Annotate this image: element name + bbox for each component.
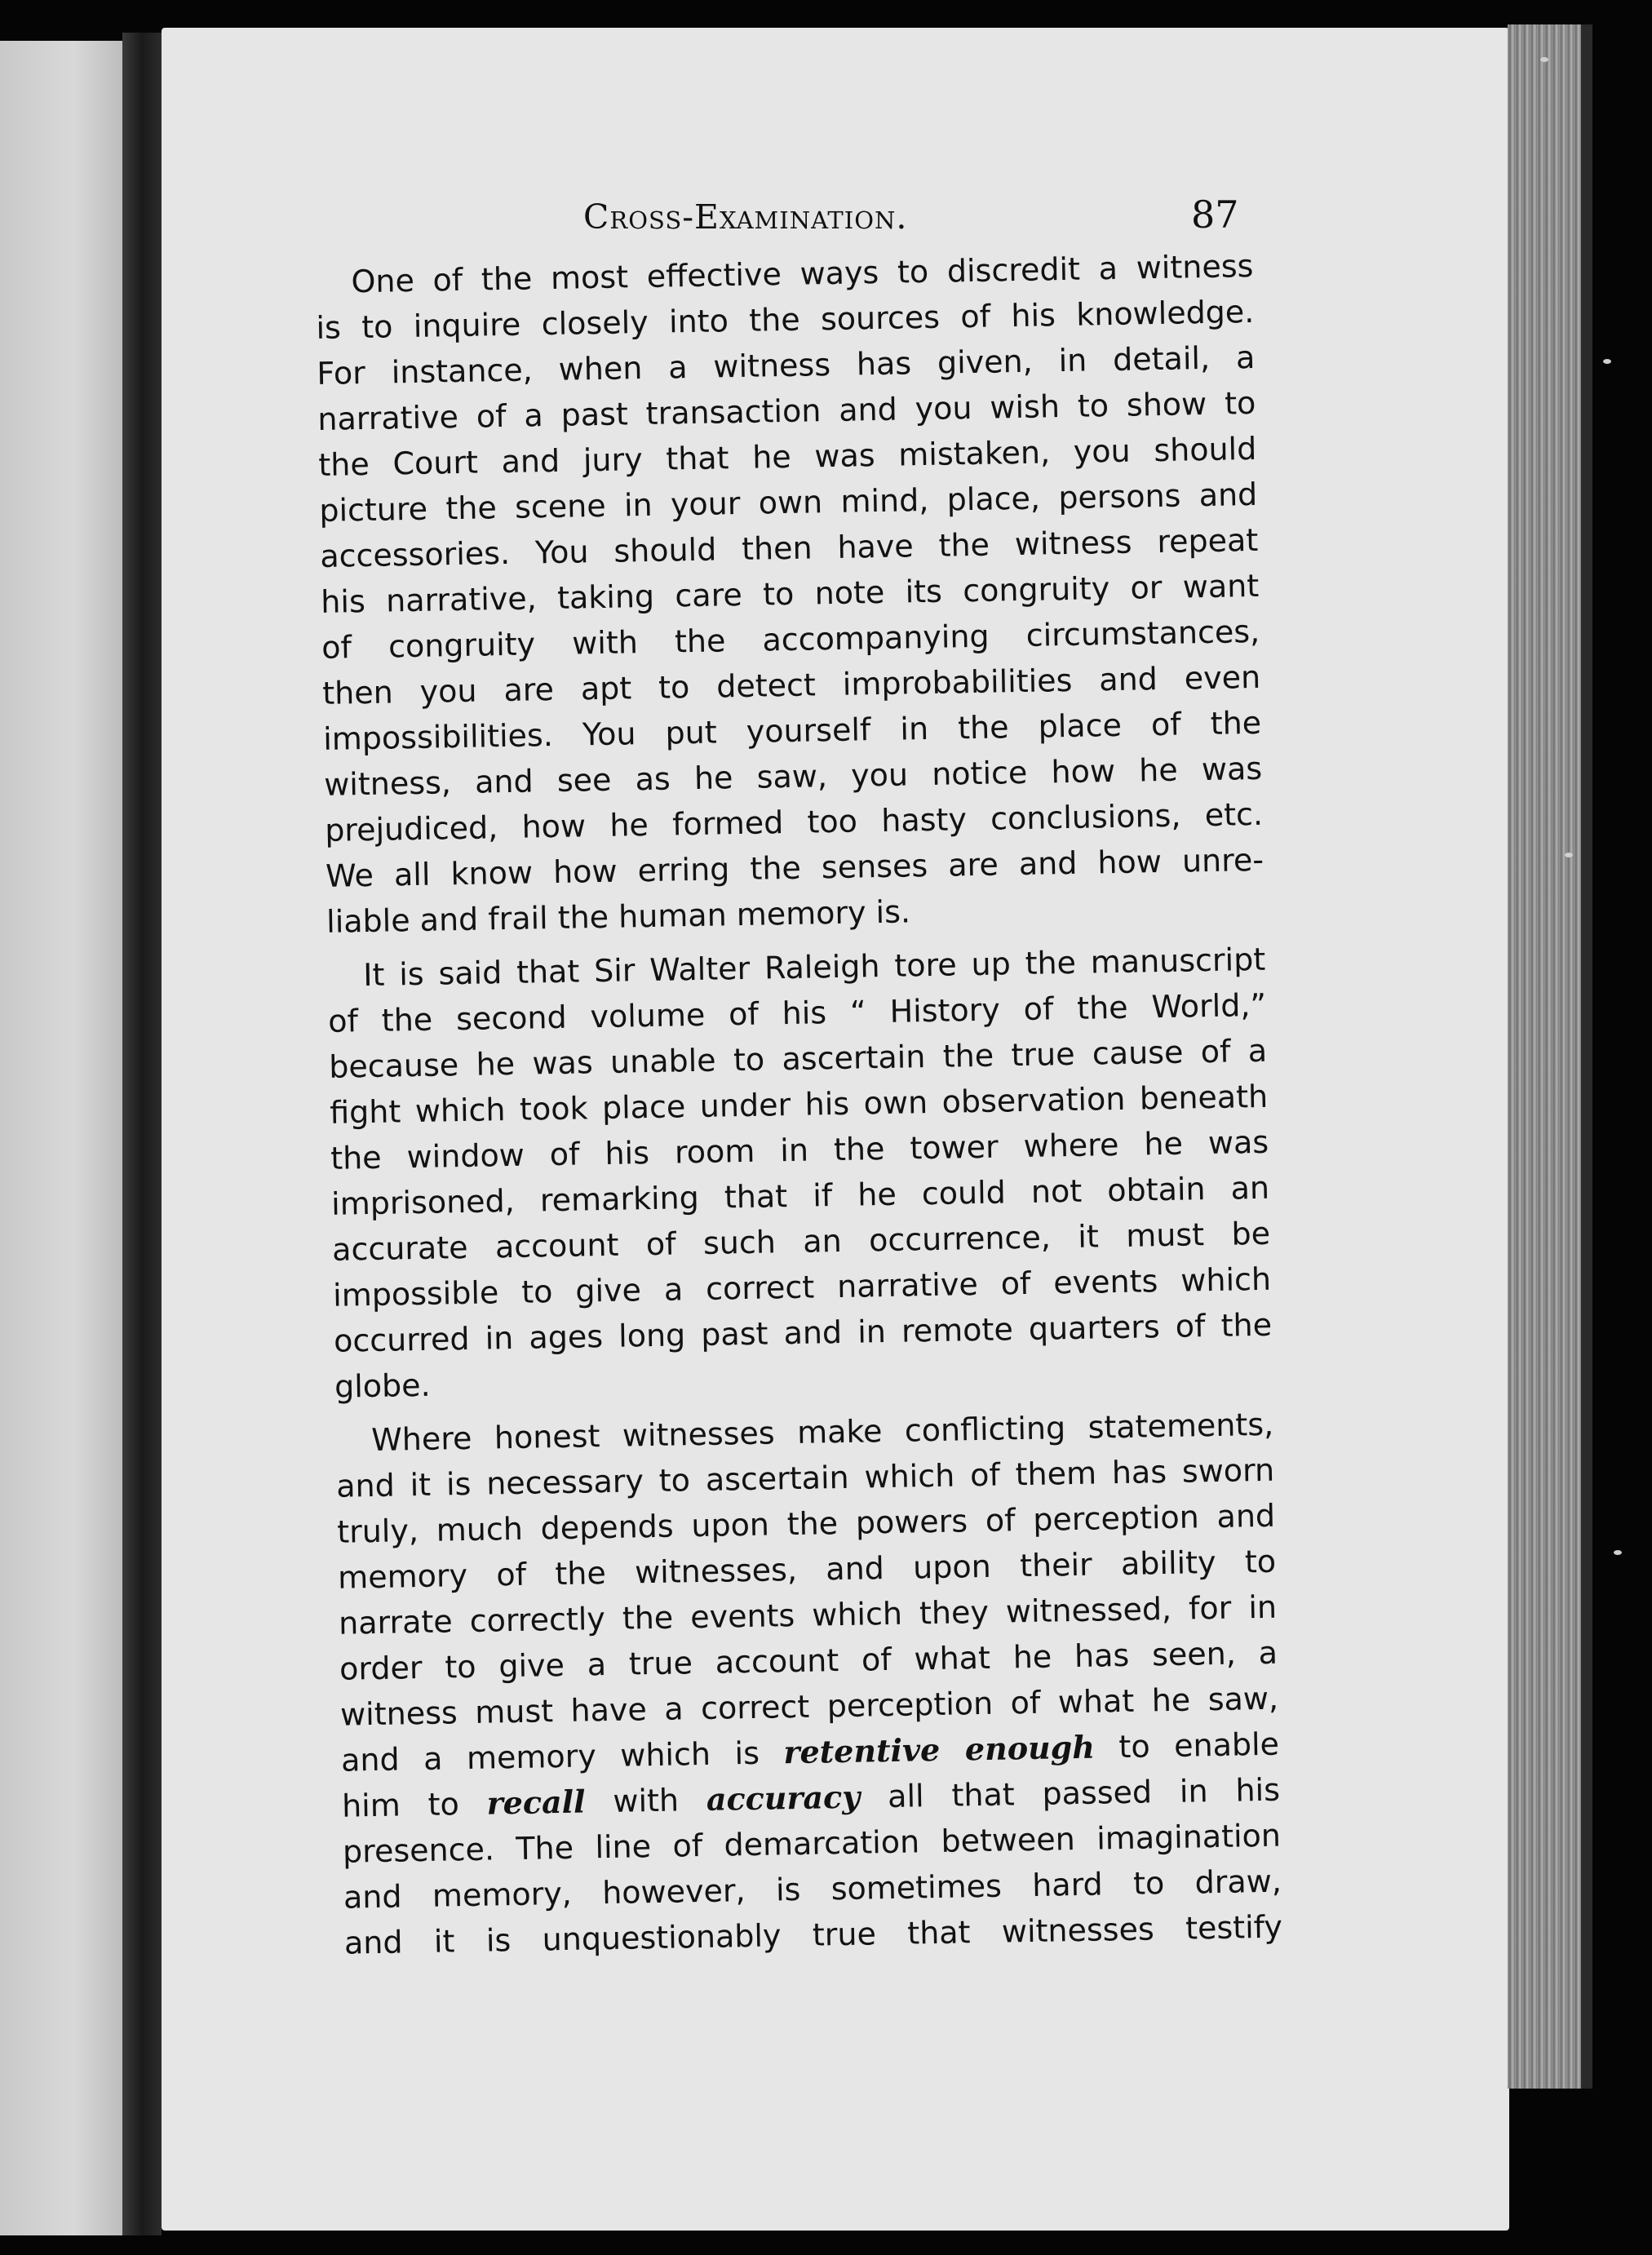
text-line: because he was unable to ascertain the true cause of a (328, 1032, 1268, 1085)
text-line: accessories. You should then have the witness repeat (319, 521, 1259, 574)
text-line: witness must have a correct perception of what he saw, (339, 1680, 1279, 1733)
paragraph (315, 243, 1264, 945)
text-line: accurate account of such an occurrence, it must be (331, 1215, 1271, 1268)
text-line: liable and frail the human memory is. (326, 893, 911, 940)
text-line: and it is necessary to ascertain which of them has sworn (335, 1451, 1275, 1504)
book-gutter (122, 33, 162, 2235)
text-line: narrative of a past transaction and you wish to show to (317, 384, 1256, 437)
text-line: imprisoned, remarking that if he could not obtain an (330, 1169, 1270, 1222)
text-line: and memory, however, is sometimes hard to draw, (343, 1863, 1282, 1916)
text-line: We all know how erring the senses are and how unre- (325, 841, 1264, 894)
scan-speck (1565, 853, 1573, 857)
page-number: 87 (1191, 193, 1239, 237)
text-line: globe. (334, 1367, 432, 1405)
adjacent-page-edge (0, 41, 122, 2235)
text-line: presence. The line of demarcation between imagination (342, 1817, 1282, 1870)
scan-speck (1540, 57, 1548, 62)
text-line: is to inquire closely into the sources of his knowledge. (316, 293, 1255, 346)
emphasis: retentive enough (783, 1728, 1096, 1771)
text-line: the window of his room in the tower where he was (330, 1123, 1269, 1176)
text-line-with-emphasis: and a memory which is retentive enough to enable (340, 1726, 1280, 1779)
text-line: witness, and see as he saw, you notice how he was (323, 750, 1263, 803)
text-line: fight which took place under his own observation beneath (329, 1078, 1269, 1131)
emphasis: recall (486, 1783, 586, 1822)
text-line: impossible to give a correct narrative of events which (332, 1260, 1272, 1314)
text-line: of the second volume of his “ History of the World,” (327, 986, 1267, 1039)
text-line: prejudiced, how he formed too hasty conclusions, etc. (324, 795, 1264, 848)
page-edges-stack (1508, 24, 1581, 2089)
text-line: picture the scene in your own mind, place, persons and (318, 476, 1258, 529)
text-line: his narrative, taking care to note its congruity or want (320, 567, 1260, 620)
paragraph (327, 937, 1273, 1410)
text-line: impossibilities. You put yourself in the place of the (322, 704, 1262, 757)
paragraph (335, 1402, 1283, 1966)
emphasis: accuracy (706, 1778, 861, 1818)
text-line: truly, much depends upon the powers of perception and (336, 1497, 1276, 1550)
text-line: Where honest witnesses make conflicting statements, (370, 1406, 1274, 1459)
text-line: For instance, when a witness has given, in detail, a (317, 339, 1256, 392)
text-line: memory of the witnesses, and upon their ability to (337, 1543, 1277, 1596)
text-line: then you are apt to detect improbabilities and even (321, 658, 1261, 711)
text-line: and it is unquestionably true that witnesses testify (343, 1908, 1283, 1961)
text-line: One of the most effective ways to discredit a witness (351, 247, 1254, 300)
text-line: occurred in ages long past and in remote quarters of the (333, 1306, 1273, 1359)
running-head: Cross-Examination. (583, 197, 908, 237)
text-line: of congruity with the accompanying circumstances, (321, 613, 1260, 666)
book-cover-edge (1581, 24, 1592, 2089)
scan-speck (1603, 359, 1611, 364)
scan-speck (1614, 1550, 1622, 1555)
text-line: order to give a true account of what he has seen, a (339, 1634, 1278, 1687)
text-line: narrate correctly the events which they witnessed, for in (338, 1588, 1278, 1641)
text-line: It is said that Sir Walter Raleigh tore up the manuscript (362, 941, 1266, 994)
text-line: the Court and jury that he was mistaken, you should (318, 430, 1257, 483)
body-text (315, 243, 1282, 1966)
text-line-with-emphasis: him to recall with accuracy all that passed in his (341, 1771, 1281, 1824)
